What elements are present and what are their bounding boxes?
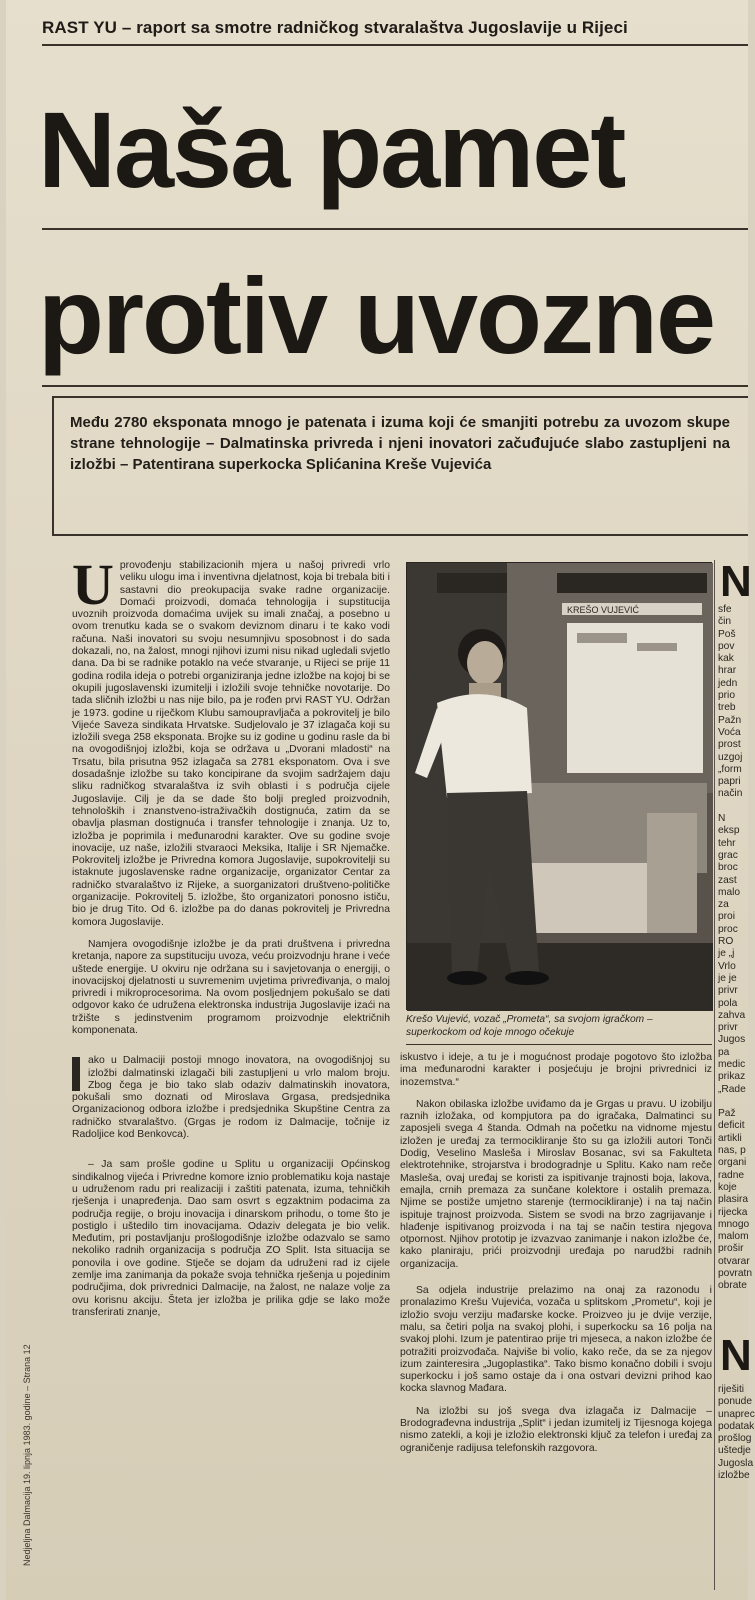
edge-line: je je <box>718 972 737 984</box>
article-paragraph-8: Na izložbi su još svega dva izlagača iz Dalmacije – Brodograđevna industrija „Split“ i jedan izumitelj iz Tijesnoga kojega nismo zatekli, a koji je izložio elektronski ključ za telefon i uređaj za ograničenje radijusa telefonskih razgovora. <box>400 1405 712 1454</box>
edge-line: „Rade <box>718 1083 746 1095</box>
edge-line: Voća <box>718 726 741 738</box>
edge-line: RO <box>718 936 734 948</box>
edge-line: treb <box>718 702 736 714</box>
edge-line: riješiti <box>718 1384 745 1395</box>
article-photo <box>406 562 712 1010</box>
edge-line: prikaz <box>718 1071 746 1083</box>
drop-cap: U <box>72 552 114 617</box>
edge-line: broc <box>718 862 738 874</box>
edge-line: čin <box>718 616 732 628</box>
article-paragraph-7: Sa odjela industrije prelazimo na onaj za razonodu i pronalazimo Krešu Vujevića, vozača u splitskom „Prometu“, koji je izložio svoju verziju mađarske kocke. Proizveo ju je dvije verzije, malu, sa četiri polja na svakoj plohi, i superkocku sa 16 polja na svakoj plohi. Izum je patentirao prije tri mjeseca, a nakon izložbe će potražiti proizvođača. Najviše bi volio, kako reče, da se za njegov izum zainteresira „Jugoplastika“. Tako bismo konačno dobili i svoju superkocku i još samo ostaje da i ona ostvari devizni prihod kao kocka slavnog Mađara. <box>400 1285 712 1395</box>
lead-paragraph: Među 2780 eksponata mnogo je patenata i izuma koji će smanjiti potrebu za uvozom skupe strane tehnologije – Dalmatinska privreda i njeni inovatori začuđujuće slabo zastupljeni na izložbi – Patentirana superkocka Splićanina Kreše Vujevića <box>70 414 730 473</box>
edge-line: pa <box>718 1046 730 1058</box>
edge-line: za <box>718 899 729 911</box>
edge-line: način <box>718 788 743 800</box>
article-paragraph-4: – Ja sam prošle godine u Splitu u organizaciji Općinskog sindikalnog vijeća i Privredne komore iznio problematiku koja nastaje u udruženom radu pri realizaciji i zaštiti patenata, izuma, tehničkih rješenja i unapređenja. Dao sam osvrt s egzaktnim podacima za područja regije, o broju inovacija i dinarskom prihodu, o tome što je postiglo i uštedilo tim inovacijama. Odaziv delegata je bio velik. Međutim, pri postavljanju prošlogodišnje izložbe odazvalo se samo nekoliko radnih organizacija s područja ZO Split. Ista situacija se ponovila i ove godine. Stječe se dojam da udruženi rad iz cijele zemlje ima zanimanja da pokaže svoja tehnička rješenja u pojedinim područjima, dok privrednici Dalmacije, na žalost, ne nalaze volje za ovu korisnu akciju. Šteta jer izložba je prilika gdje se lako može transferirati znanje, <box>72 1159 390 1318</box>
caption-rule <box>406 1044 712 1045</box>
edge-drop-cap-bottom: N <box>720 1331 752 1380</box>
edge-line: povratn <box>718 1268 752 1280</box>
left-column <box>72 552 390 1329</box>
edge-line: grac <box>718 849 738 861</box>
edge-line: Jugos <box>718 1034 746 1046</box>
edge-line: jedn <box>718 677 738 689</box>
edge-line: Jugosla <box>718 1457 754 1469</box>
article-paragraph-6: Nakon obilaska izložbe uviđamo da je Grgas u pravu. U izobilju raznih izložaka, od kompjutora pa do igračaka, Dalmatinci su zaposjeli svega 4 štanda. Odmah na početku na vidnome mjestu izložen je uređaj za termocikliranje što su ga izložili autori Tonči Dodig, Veselino Masleša i Miroslav Bosanac, svi sa Fakulteta elektrotehnike, strojarstva i brodogradnje u Splitu. Kako nam reče Masleša, ovaj uređaj se koristi za ispitivanje trajnosti boja, lakova, emajla, crnih premaza za sunčane kolektore i ostalih premaza. Njime se postiže umjetno starenje (termocikliranje) i na taj način ispituje trajnost proizvoda. Sistem se svodi na brzo zagrijavanje i hlađenje ispitivanog proizvoda i na taj se način testira njegova otpornost. Njihov prototip je izvazvao zanimanje i nakon izložbe će, kako planiraju, prići proizvodnji uređaja po narudžbi radnih organizacija. <box>400 1098 712 1270</box>
edge-line: zahva <box>718 1009 746 1021</box>
edge-line: „form <box>718 763 742 775</box>
edge-line: je „j <box>718 948 735 960</box>
edge-line: eksp <box>718 825 740 837</box>
edge-line: papri <box>718 776 741 788</box>
edge-line: deficit <box>718 1120 745 1132</box>
edge-line: malom <box>718 1231 749 1243</box>
edge-line: N <box>718 813 726 825</box>
edge-line: proi <box>718 911 735 923</box>
headline-bottom-rule <box>42 385 748 387</box>
edge-line: prost <box>718 739 741 751</box>
drop-cap-bar <box>72 1057 80 1091</box>
column-divider <box>714 560 715 1590</box>
headline-line-1: Naša pamet <box>38 89 625 210</box>
edge-line: uštedje <box>718 1445 751 1457</box>
edge-line: pola <box>718 997 738 1009</box>
newspaper-page <box>6 0 755 1600</box>
edge-line: rijecka <box>718 1206 748 1218</box>
edge-line: nas, p <box>718 1145 746 1157</box>
edge-line: proc <box>718 923 738 935</box>
edge-line: prio <box>718 690 735 702</box>
edge-line: sfe <box>718 604 732 615</box>
edge-line: plasira <box>718 1194 749 1206</box>
right-column <box>400 1052 712 1465</box>
edge-line: mnogo <box>718 1218 750 1230</box>
photo-caption: Krešo Vujević, vozač „Prometa“, sa svojom igračkom – superkockom od koje mnogo očekuje <box>406 1014 653 1038</box>
headline-line-2: protiv uvozne <box>38 255 715 376</box>
edge-line: Paž <box>718 1108 736 1120</box>
edge-line: Poš <box>718 628 736 640</box>
paragraph-text: ako u Dalmaciji postoji mnogo inovatora, na ovogodišnjoj su izložbi dalmatinski izlagači bili zastupljeni u vrlo malom broju. Zbog čega je bio tako slab odaziv dalmatinskih inovatora, pokušali smo doznati od Miroslava Grgasa, predsjednika Organizacionog odbora izložbe i predsjednika Skupštine Centra za radničko stvaralaštvo. (Grgas je rodom iz Dalmacije, točnije iz Radoljice kod Benkovca). <box>72 1055 390 1141</box>
article-paragraph-2: Namjera ovogodišnje izložbe je da prati društvena i privredna kretanja, napore za supstituciju uvoza, veću proizvodnju hrane i veće uštede energije. U okviru nje održana su i savjetovanja o energiji, o inovacijskoj djelatnosti u suvremenim uvjetima privređivanja, o maloj privredi i mikroprocesorima. Na ovom posljednjem pokušalo se dati odgovor kako će udružena elektronska industrija Jugoslavije izaći na tržište s jedinstvenim programom proizvodnje električnih komponenata. <box>72 938 390 1036</box>
edge-line: obrate <box>718 1280 747 1292</box>
edge-line: prošlog <box>718 1433 752 1445</box>
photo-illustration <box>407 563 713 1011</box>
paragraph-text: provođenju stabilizacionih mjera u našoj privredi vrlo veliku ulogu ima i inventivna djelatnost, koja bi trebala biti i sastavni dio preokupacija svake radne organizacije. Domaći proizvodi, domaća tehnologija i supstitucija uvoznih proizvoda domaćima uvijek su imali značaj, a posebno u ovom trenutku kada se o svakom deviznom dinaru i te kako vodi računa. Naši inovatori su svoju nesumnjivu sposobnost i do sada dokazali, no, na žalost, mnogi njihovi izumi nisu nikad ugledali svjetlo dana. Da bi se radnike potaklo na veće stvaranje, u Rijeci se prije 11 godina rodila ideja o potrebi organiziranja jedne izložbe na kojoj bi se okupili jugoslavenski izumitelji i izložili svoje tehničke novotarije. Do tada sličnih izložbi u nas nije bilo, pa je rođen prvi RAST YU. Održan je 1973. godine u riječkom Klubu samoupravljača a pokrovitelj je bilo Vijeće Saveza sindikata Hrvatske. Sudjelovalo je 37 izlagača koji su izložili svega 258 eksponata. Brojke su iz godine u godinu rasle da bi na ovogodišnjoj izložbi, koja se održava u „Dvorani mladosti“ na Trsatu, bila prisutna 952 izlagača sa 2781 eksponatom. Ova i sve dosadašnje izložbe su tako koncipirane da svojim sadržajem daju sliku radničkog stvaralaštva iz svih oblasti i s područja cijele Jugoslavije. Cilj je da se dade što bolji pregled proizvodnih, tehnoloških i znanstveno-istraživačkih dostignuća, zatim da se obavlja plasman dostignuća i transfer tehnologije i znanja. Uz to, izložba je poprimila i međunarodni karakter. Ove su godine svoje inovacije, uz naše, izložili stvaraoci Meksika, Italije i SR Njemačke. Pokrovitelj izložbe je Privredna komora Jugoslavije, supokrovitelji su istaknute jugoslavenske radne organizacije, organizator Centar za radničko stvaralaštvo iz Rijeke, a suorganizatori društveno-političke organizacije. Pokrovitelj 5. izložbe, što organizatori ponosno ističu, bio je drug Tito. Od 6. izložbe pa do danas pokrovitelj je Privredna komora Jugoslavije. <box>72 560 390 928</box>
booth-sign: KREŠO VUJEVIĆ <box>567 605 640 615</box>
edge-column-bottom <box>718 1384 754 1482</box>
edge-line: kak <box>718 653 734 665</box>
article-paragraph-1 <box>72 552 390 929</box>
edge-line <box>718 1096 754 1108</box>
edge-line: Pažn <box>718 714 742 726</box>
edge-line: prošir <box>718 1243 744 1255</box>
edge-line: uzgoj <box>718 751 743 763</box>
edge-line: pov <box>718 640 735 652</box>
edge-drop-cap-top: N <box>720 557 752 606</box>
edge-line: ponude <box>718 1396 752 1408</box>
edge-line: artikli <box>718 1132 742 1144</box>
edge-line: hrar <box>718 665 737 677</box>
top-rule <box>42 44 748 46</box>
edge-line: podatak <box>718 1420 755 1432</box>
edge-line: tehr <box>718 837 736 849</box>
edge-line: privr <box>718 985 738 997</box>
edge-line: izložbe <box>718 1470 750 1482</box>
edge-line: zast <box>718 874 737 886</box>
edge-line: radne <box>718 1169 745 1181</box>
headline-rule <box>42 228 748 230</box>
edge-line: koje <box>718 1181 737 1193</box>
edge-line: privr <box>718 1022 738 1034</box>
edge-line <box>718 801 754 813</box>
edge-line: Vrlo <box>718 960 736 972</box>
article-paragraph-3 <box>72 1055 390 1141</box>
article-paragraph-5: iskustvo i ideje, a tu je i mogućnost prodaje pogotovo što izložba ima međunarodni karakter i posjećuju je brojni privrednici iz inozemstva.“ <box>400 1052 712 1088</box>
edge-line: unaprec <box>718 1408 755 1420</box>
page-margin-note: Nedjeljna Dalmacija 19. lipnja 1983. godine – Strana 12 <box>22 1344 32 1566</box>
kicker-line: RAST YU – raport sa smotre radničkog stvaralaštva Jugoslavije u Rijeci <box>42 18 628 37</box>
edge-column-top <box>718 604 754 1293</box>
edge-line: otvarar <box>718 1255 750 1267</box>
edge-line: medic <box>718 1058 746 1070</box>
edge-line: malo <box>718 886 741 898</box>
edge-line: organi <box>718 1157 747 1169</box>
